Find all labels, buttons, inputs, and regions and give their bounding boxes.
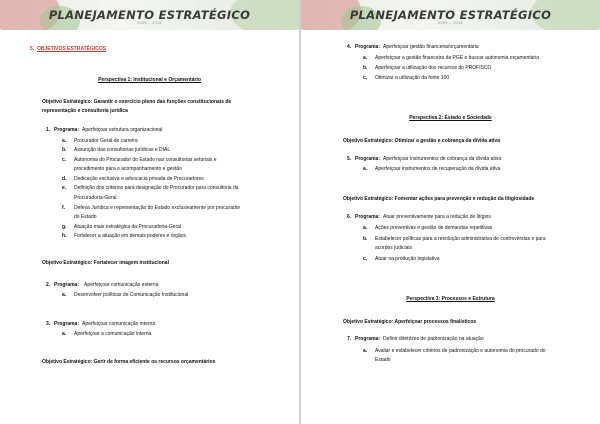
list-item: Procurador Geral de carreira <box>74 138 138 144</box>
list-item-letter: b. <box>363 236 368 242</box>
objective-heading: Objetivo Estratégico: Aperfeiçoar processos finalísticos <box>343 319 477 325</box>
program-number: 7. <box>347 336 352 342</box>
list-item-cont: procedimento para o acompanhamento e gestão <box>74 166 182 172</box>
objective-heading: Objetivo Estratégico: Fomentar ações para prevenção e redução da litigiosidade <box>343 196 535 202</box>
list-item: Fortalecer a atuação em demais poderes e órgãos <box>74 233 187 239</box>
program-number: 2. <box>46 282 51 288</box>
program-text: Aperfeiçoar gestão financeira/orçamentária <box>383 44 479 50</box>
list-item: Avaliar e estabelecer critérios de padronização e autonomia do procurado do <box>375 348 546 354</box>
program-label: Programa: <box>355 336 381 342</box>
list-item: Autonomia do Procurador do Estado nas consultorias setoriais e <box>74 157 217 163</box>
objective-heading: Objetivo Estratégico: Otimizar a gestão e cobrança da dívida ativa <box>343 138 500 144</box>
banner-subtitle: 2009 – 2016 <box>438 21 463 25</box>
objective-heading: Objetivo Estratégico: Fortalecer imagem institucional <box>42 260 169 266</box>
perspective-heading: Perspectiva 2: Estado e Sociedade <box>409 115 492 121</box>
list-item-letter: a. <box>363 348 368 354</box>
program-number: 1. <box>46 127 51 133</box>
list-item: Dedicação exclusiva e advocacia privada de Procuradores <box>74 176 204 182</box>
program-number: 3. <box>46 321 51 327</box>
page-banner <box>0 0 299 30</box>
banner-title: PLANEJAMENTO ESTRATÉGICO <box>48 8 251 22</box>
list-item: Desenvolver políticas de Comunicação Institucional <box>74 292 189 298</box>
program-text: Aperfeiçoar instrumentos de cobrança da dívida ativa <box>383 156 502 162</box>
list-item: Aperfeiçoar instrumentos de recuperação da dívida ativa <box>375 166 501 172</box>
program-label: Programa: <box>54 282 80 288</box>
list-item: Ações preventivas e gestão de demandas repetitivas <box>375 225 493 231</box>
list-item-letter: e. <box>62 185 67 191</box>
list-item-letter: a. <box>62 331 67 337</box>
perspective-heading: Perspectiva 3: Processos e Estrutura <box>406 296 495 302</box>
banner-subtitle: 2009 – 2016 <box>137 21 162 25</box>
section-title: OBJETIVOS ESTRATÉGICOS <box>37 46 107 52</box>
program-text: Definir diretrizes de padronização na atuação <box>383 336 484 342</box>
list-item-cont: Procuradoria-Geral <box>74 195 117 201</box>
list-item: Aperfeiçoar a utilização dos recursos do PROFISCO <box>375 65 492 71</box>
list-item-letter: b. <box>363 65 368 71</box>
program-label: Programa: <box>355 156 381 162</box>
objective-heading: Objetivo Estratégico: Garantir o exercício pleno das funções constitucionais de <box>42 99 232 105</box>
list-item-cont: do Estado <box>74 214 97 220</box>
section-number: 5. <box>30 46 35 52</box>
right-page <box>301 0 600 424</box>
banner-title: PLANEJAMENTO ESTRATÉGICO <box>349 8 552 22</box>
program-text: Aperfeiçoar comunicação interna <box>82 321 156 327</box>
list-item-letter: c. <box>363 256 368 262</box>
objective-heading: Objetivo Estratégico: Gerir de forma eficiente os recursos orçamentários <box>42 359 216 365</box>
page-banner <box>301 0 600 30</box>
list-item: Atuação mais estratégica da Procuradoria-Geral <box>74 224 181 230</box>
list-item: Assunção das consultorias jurídicas e DIAL <box>74 147 171 153</box>
list-item-letter: d. <box>62 176 67 182</box>
program-number: 4. <box>347 44 352 50</box>
list-item-letter: a. <box>62 292 67 298</box>
perspective-heading: Perspectiva 1: Institucional e Orçamentário <box>98 77 201 83</box>
list-item-letter: g. <box>62 224 67 230</box>
program-number: 5. <box>347 156 352 162</box>
list-item: Atuar na produção legislativa <box>375 256 440 262</box>
list-item: Aperfeiçoar a gestão financeira da PGE e buscar autonomia orçamentária <box>375 55 539 61</box>
list-item: Definição dos critérios para designação do Procurador para consultoria da <box>74 185 239 191</box>
list-item-cont: Estado <box>375 357 391 363</box>
list-item-letter: f. <box>62 205 66 211</box>
program-text: Aperfeiçoar estrutura organizacional <box>82 127 163 133</box>
list-item-letter: a. <box>363 166 368 172</box>
objective-heading-cont: representação e consultoria jurídica <box>42 108 128 114</box>
program-text: Atuar preventivamente para a redução de litígios <box>383 214 491 220</box>
left-page <box>0 0 299 424</box>
list-item: Defesa Jurídica e representação do Estado exclusivamente por procurador <box>74 205 241 211</box>
list-item: Aperfeiçoar a comunicação interna <box>74 331 152 337</box>
program-label: Programa: <box>355 44 381 50</box>
list-item: Otimizar a utilização da fonte 100 <box>375 75 450 81</box>
list-item-cont: acordos judiciais <box>375 245 412 251</box>
list-item-letter: a. <box>363 55 368 61</box>
program-label: Programa: <box>355 214 381 220</box>
program-number: 6. <box>347 214 352 220</box>
program-label: Programa: <box>54 321 80 327</box>
list-item-letter: b. <box>62 147 67 153</box>
program-label: Programa: <box>54 127 80 133</box>
list-item-letter: c. <box>62 157 67 163</box>
program-text: Aperfeiçoar comunicação externa <box>84 282 159 288</box>
list-item-letter: a. <box>363 225 368 231</box>
list-item-letter: a. <box>62 138 67 144</box>
list-item-letter: h. <box>62 233 67 239</box>
list-item-letter: c. <box>363 75 368 81</box>
list-item: Estabelecer políticas para a resolução administrativa de controvérsias e para <box>375 236 546 242</box>
